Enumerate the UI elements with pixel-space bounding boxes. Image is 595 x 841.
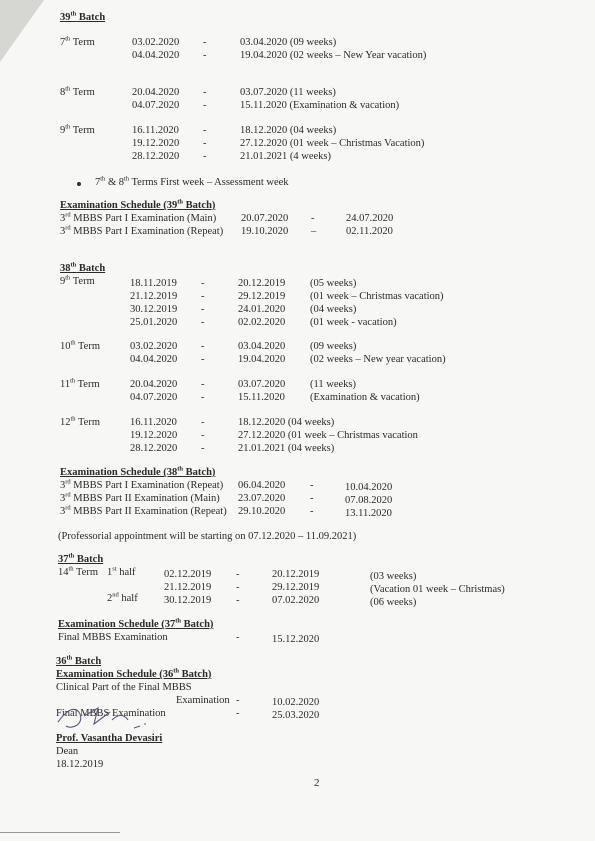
schedule-to-date: 19.04.2020 xyxy=(238,354,286,365)
exam-date: 15.12.2020 xyxy=(272,634,320,645)
batch36-title: 36th Batch xyxy=(56,654,102,667)
batch38-title: 38th Batch xyxy=(60,261,106,274)
batch38-exam-title: Examination Schedule (38th Batch) xyxy=(60,465,216,478)
bullet-icon xyxy=(77,182,81,186)
duration-note: (03 weeks) xyxy=(370,571,417,582)
dash: - xyxy=(203,37,207,48)
schedule-from-date: 30.12.2019 xyxy=(164,595,212,606)
clinical-exam-name-cont: Examination xyxy=(176,695,230,706)
dash: - xyxy=(236,695,240,706)
dash: - xyxy=(201,392,205,403)
signatory-title: Dean xyxy=(56,746,79,757)
dash: - xyxy=(236,595,240,606)
schedule-from-date: 21.12.2019 xyxy=(164,582,212,593)
schedule-from-date: 30.12.2019 xyxy=(130,304,178,315)
schedule-from-date: 16.11.2020 xyxy=(132,125,179,136)
page-number: 2 xyxy=(314,777,320,789)
handwritten-signature-icon xyxy=(54,702,174,734)
exam-to-date: 24.07.2020 xyxy=(346,213,394,224)
schedule-from-date: 04.04.2020 xyxy=(132,50,180,61)
exam-from-date: 06.04.2020 xyxy=(238,480,286,491)
dash: - xyxy=(236,582,240,593)
dash: - xyxy=(203,138,207,149)
schedule-from-date: 25.01.2020 xyxy=(130,317,178,328)
schedule-from-date: 20.04.2020 xyxy=(132,87,180,98)
schedule-from-date: 28.12.2020 xyxy=(130,443,178,454)
assessment-week-note: 7th & 8th Terms First week – Assessment week xyxy=(95,175,289,188)
dash: - xyxy=(310,493,314,504)
schedule-from-date: 03.02.2020 xyxy=(132,37,180,48)
dash: - xyxy=(201,379,205,390)
schedule-to-date: 03.04.2020 xyxy=(238,341,286,352)
batch39-term8-label: 8th Term xyxy=(60,85,95,98)
batch37-exam-title: Examination Schedule (37th Batch) xyxy=(58,617,214,630)
exam-name: 3rd MBBS Part I Examination (Main) xyxy=(60,211,217,224)
clinical-exam-name: Clinical Part of the Final MBBS xyxy=(56,682,192,693)
schedule-from-date: 19.12.2020 xyxy=(130,430,178,441)
duration-note: (01 week – Christmas vacation) xyxy=(310,291,444,302)
dash: - xyxy=(236,708,240,719)
schedule-from-date: 04.07.2020 xyxy=(132,100,180,111)
signatory-name: Prof. Vasantha Devasiri xyxy=(56,733,163,744)
schedule-to-date: 18.12.2020 (04 weeks) xyxy=(240,125,337,136)
schedule-to-date: 07.02.2020 xyxy=(272,595,320,606)
schedule-from-date: 20.04.2020 xyxy=(130,379,178,390)
batch39-term9-label: 9th Term xyxy=(60,123,95,136)
dash: - xyxy=(203,125,207,136)
schedule-to-date: 20.12.2019 xyxy=(238,278,286,289)
dash: - xyxy=(201,341,205,352)
schedule-from-date: 04.07.2020 xyxy=(130,392,178,403)
schedule-to-date: 19.04.2020 (02 weeks – New Year vacation) xyxy=(240,50,427,61)
batch38-term11-label: 11th Term xyxy=(60,377,100,390)
batch38-term12-label: 12th Term xyxy=(60,415,101,428)
schedule-from-date: 02.12.2019 xyxy=(164,569,212,580)
exam-date: 10.02.2020 xyxy=(272,697,320,708)
dash: - xyxy=(310,480,314,491)
dash: - xyxy=(201,443,205,454)
exam-from-date: 19.10.2020 xyxy=(241,226,289,237)
exam-to-date: 02.11.2020 xyxy=(346,226,393,237)
schedule-from-date: 21.12.2019 xyxy=(130,291,178,302)
schedule-to-date: 15.11.2020 xyxy=(238,392,285,403)
schedule-to-date: 15.11.2020 (Examination & vacation) xyxy=(240,100,400,111)
scan-edge-line xyxy=(0,832,120,833)
exam-name: 3rd MBBS Part II Examination (Main) xyxy=(60,491,220,504)
duration-note: (Vacation 01 week – Christmas) xyxy=(370,584,505,595)
dash: - xyxy=(201,291,205,302)
duration-note: (06 weeks) xyxy=(370,597,417,608)
exam-from-date: 29.10.2020 xyxy=(238,506,286,517)
schedule-to-date: 27.12.2020 (01 week – Christmas Vacation) xyxy=(240,138,425,149)
exam-date: 25.03.2020 xyxy=(272,710,320,721)
schedule-to-date: 20.12.2019 xyxy=(272,569,320,580)
schedule-from-date: 19.12.2020 xyxy=(132,138,180,149)
professorial-appointment-note: (Professorial appointment will be starting on 07.12.2020 – 11.09.2021) xyxy=(58,531,357,542)
exam-name: Final MBBS Examination xyxy=(56,708,166,719)
schedule-from-date: 18.11.2019 xyxy=(130,278,177,289)
dash: - xyxy=(201,417,205,428)
dash: - xyxy=(203,87,207,98)
first-half-label: 1st half xyxy=(107,565,136,578)
schedule-to-date: 29.12.2019 xyxy=(272,582,320,593)
exam-from-date: 20.07.2020 xyxy=(241,213,289,224)
schedule-from-date: 04.04.2020 xyxy=(130,354,178,365)
duration-note: (01 week - vacation) xyxy=(310,317,397,328)
signatory-date: 18.12.2019 xyxy=(56,759,104,770)
schedule-from-date: 16.11.2020 xyxy=(130,417,177,428)
batch36-exam-title: Examination Schedule (36th Batch) xyxy=(56,667,212,680)
schedule-to-date: 02.02.2020 xyxy=(238,317,286,328)
second-half-label: 2nd half xyxy=(107,591,138,604)
duration-note: (09 weeks) xyxy=(310,341,357,352)
schedule-to-date: 21.01.2021 (04 weeks) xyxy=(238,443,335,454)
schedule-to-date: 03.07.2020 (11 weeks) xyxy=(240,87,336,98)
exam-name: Final MBBS Examination xyxy=(58,632,168,643)
schedule-to-date: 29.12.2019 xyxy=(238,291,286,302)
dash: - xyxy=(201,304,205,315)
duration-note: (Examination & vacation) xyxy=(310,392,420,403)
dash: - xyxy=(203,151,207,162)
dash: - xyxy=(236,632,240,643)
dash: – xyxy=(311,226,317,237)
dash: - xyxy=(310,506,314,517)
batch39-exam-title: Examination Schedule (39th Batch) xyxy=(60,198,216,211)
batch37-term14-label: 14th Term xyxy=(58,565,99,578)
dash: - xyxy=(201,430,205,441)
exam-name: 3rd MBBS Part I Examination (Repeat) xyxy=(60,224,224,237)
batch39-term7-label: 7th Term xyxy=(60,35,95,48)
exam-from-date: 23.07.2020 xyxy=(238,493,286,504)
batch37-title: 37th Batch xyxy=(58,552,104,565)
schedule-from-date: 28.12.2020 xyxy=(132,151,180,162)
dash: - xyxy=(203,100,207,111)
exam-to-date: 07.08.2020 xyxy=(345,495,393,506)
batch38-term9-label: 9th Term xyxy=(60,274,95,287)
schedule-from-date: 03.02.2020 xyxy=(130,341,178,352)
schedule-to-date: 27.12.2020 (01 week – Christmas vacation xyxy=(238,430,418,441)
schedule-to-date: 21.01.2021 (4 weeks) xyxy=(240,151,331,162)
duration-note: (02 weeks – New year vacation) xyxy=(310,354,446,365)
schedule-to-date: 18.12.2020 (04 weeks) xyxy=(238,417,335,428)
duration-note: (11 weeks) xyxy=(310,379,356,390)
exam-name: 3rd MBBS Part I Examination (Repeat) xyxy=(60,478,224,491)
duration-note: (04 weeks) xyxy=(310,304,357,315)
duration-note: (05 weeks) xyxy=(310,278,357,289)
dash: - xyxy=(236,569,240,580)
batch39-title: 39th Batch xyxy=(60,10,106,23)
schedule-to-date: 24.01.2020 xyxy=(238,304,286,315)
exam-name: 3rd MBBS Part II Examination (Repeat) xyxy=(60,504,227,517)
page-fold-corner xyxy=(0,0,44,62)
dash: - xyxy=(311,213,315,224)
dash: - xyxy=(201,317,205,328)
exam-to-date: 13.11.2020 xyxy=(345,508,392,519)
batch38-term10-label: 10th Term xyxy=(60,339,101,352)
dash: - xyxy=(203,50,207,61)
dash: - xyxy=(201,278,205,289)
schedule-to-date: 03.04.2020 (09 weeks) xyxy=(240,37,337,48)
schedule-to-date: 03.07.2020 xyxy=(238,379,286,390)
exam-to-date: 10.04.2020 xyxy=(345,482,393,493)
dash: - xyxy=(201,354,205,365)
